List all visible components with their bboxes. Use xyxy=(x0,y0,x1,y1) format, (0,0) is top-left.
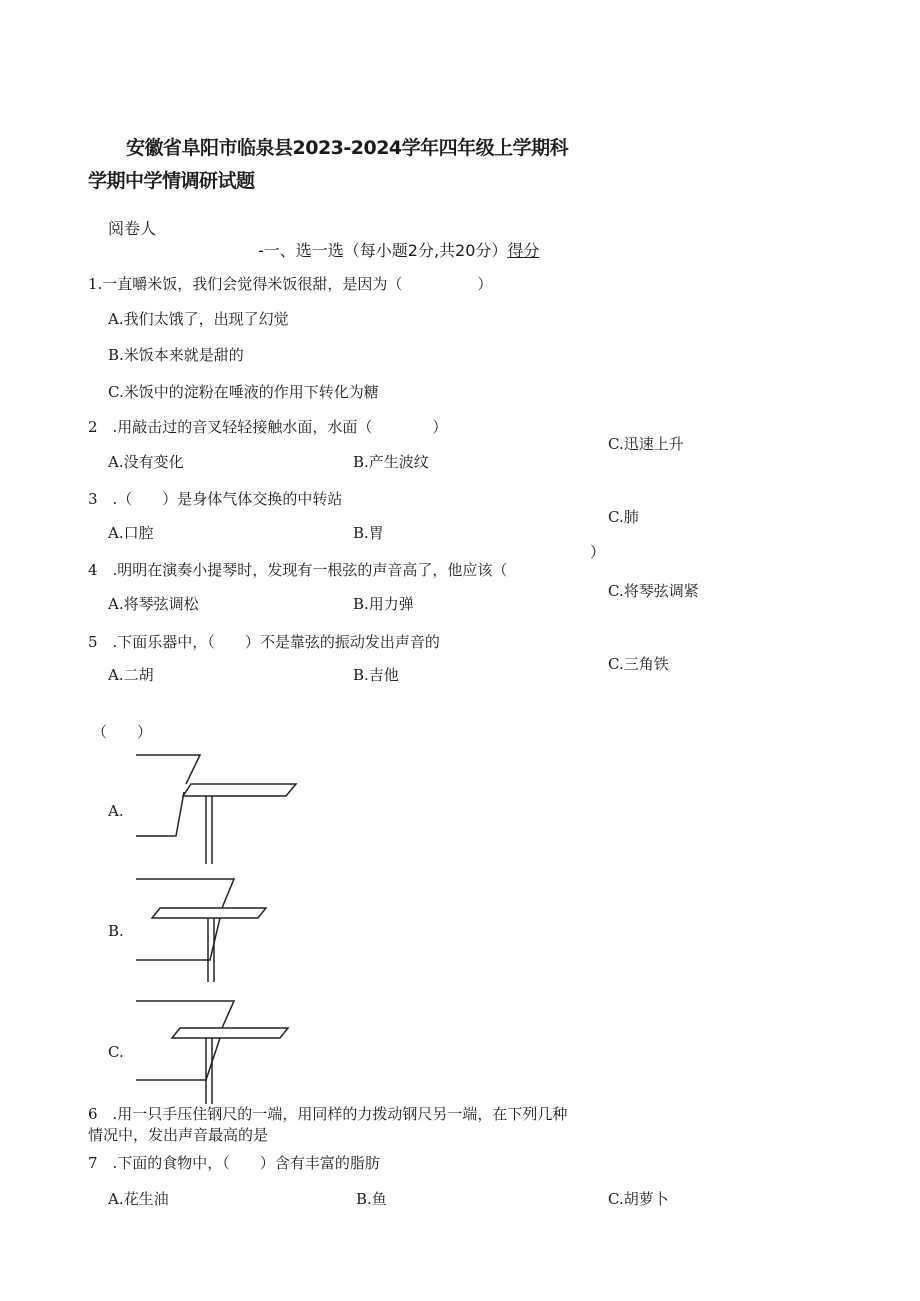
title-line-1: 安徽省阜阳市临泉县2023-2024学年四年级上学期科 xyxy=(126,137,569,159)
question-7-option-c: C.胡萝卜 xyxy=(608,1190,669,1208)
question-1-option-b: B.米饭本来就是甜的 xyxy=(108,346,244,364)
ruler-on-table-figure-a xyxy=(136,752,300,866)
question-1-option-c: C.米饭中的淀粉在唾液的作用下转化为糖 xyxy=(108,383,379,401)
title-line-2: 学期中学情调研试题 xyxy=(88,170,255,192)
question-2-option-c: C.迅速上升 xyxy=(608,435,684,453)
question-7-stem: 7 .下面的食物中，（ ）含有丰富的脂肪 xyxy=(88,1154,380,1172)
ruler-on-table-figure-b xyxy=(136,876,270,984)
question-7-option-b: B.鱼 xyxy=(356,1190,387,1208)
question-5-option-c: C.三角铁 xyxy=(608,655,669,673)
section-heading xyxy=(258,238,539,261)
question-1-stem: 1.一直嚼米饭，我们会觉得米饭很甜，是因为（ ） xyxy=(88,275,493,293)
question-3-option-c: C.肺 xyxy=(608,508,639,526)
question-4-stem-tail: ） xyxy=(590,543,606,561)
question-6-figure-c xyxy=(136,998,292,1106)
question-5-option-b: B.吉他 xyxy=(353,666,399,684)
score-label: 得分 xyxy=(507,241,540,260)
question-3-option-a: A.口腔 xyxy=(108,524,154,542)
question-1-option-a: A.我们太饿了，出现了幻觉 xyxy=(108,310,289,328)
question-3-stem: 3 .（ ）是身体气体交换的中转站 xyxy=(88,490,343,508)
section-title: -一、选一选（每小题2分,共20分） xyxy=(258,241,508,260)
question-7-option-a: A.花生油 xyxy=(108,1190,169,1208)
question-5-stem: 5 .下面乐器中，（ ）不是靠弦的振动发出声音的 xyxy=(88,633,440,651)
question-3-option-b: B.胃 xyxy=(353,524,384,542)
question-2-stem: 2 .用敲击过的音叉轻轻接触水面，水面（ ） xyxy=(88,418,448,436)
question-6-figure-c-label: C. xyxy=(108,1043,124,1061)
question-6-figure-b-label: B. xyxy=(108,922,124,940)
question-4-stem: 4 .明明在演奏小提琴时，发现有一根弦的声音高了，他应该（ xyxy=(88,561,508,579)
question-4-option-b: B.用力弹 xyxy=(353,595,414,613)
ruler-on-table-figure-c xyxy=(136,998,292,1106)
question-6-answer-blank: （ ） xyxy=(92,723,153,741)
grader-label: 阅卷人 xyxy=(108,219,157,238)
question-2-option-b: B.产生波纹 xyxy=(353,453,429,471)
question-2-option-a: A.没有变化 xyxy=(108,453,184,471)
question-4-option-a: A.将琴弦调松 xyxy=(108,595,199,613)
question-6-figure-a xyxy=(136,752,300,866)
question-6-stem-line-2: 情况中，发出声音最高的是 xyxy=(88,1126,269,1144)
question-5-option-a: A.二胡 xyxy=(108,666,154,684)
question-6-stem-line-1: 6 .用一只手压住钢尺的一端，用同样的力拨动钢尺另一端，在下列几种 xyxy=(88,1105,568,1123)
question-6-figure-a-label: A. xyxy=(108,802,124,820)
question-4-option-c: C.将琴弦调紧 xyxy=(608,582,699,600)
question-6-figure-b xyxy=(136,876,270,984)
